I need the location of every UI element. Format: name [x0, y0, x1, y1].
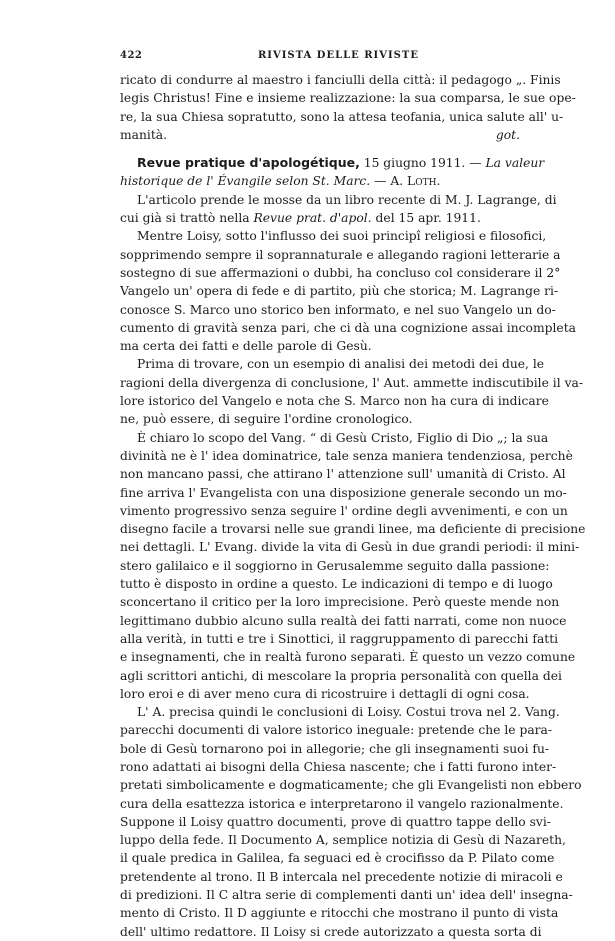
text-line	[120, 126, 520, 144]
issue-date: 15 giugno 1911. —	[359, 156, 486, 171]
article-title-part2: historique de l' Évangile selon St. Marc.	[120, 174, 371, 189]
text-line: legis Christus! Fine e insieme realizzazione: la sua comparsa, le sue ope-	[120, 91, 576, 106]
article-heading-continued: historique de l' Évangile selon St. Marc. — A. Loth.	[120, 174, 441, 189]
cited-journal: Revue prat. d'apol.	[253, 211, 372, 226]
text-line: cui già si trattò nella Revue prat. d'apol. del 15 apr. 1911.	[120, 211, 481, 226]
text-line: ragioni della divergenza di conclusione, l' Aut. ammette indiscutibile il va-	[120, 375, 584, 390]
text-line: stero galilaico e il soggiorno in Gerusalemme seguito dalla passione:	[120, 558, 550, 573]
body-text	[120, 71, 586, 941]
text-line: Prima di trovare, con un esempio di analisi dei metodi dei due, le	[137, 357, 545, 372]
text-line: non mancano passi, che attirano l' attenzione sull' umanità di Cristo. Al	[120, 467, 566, 482]
text-line: tutto è disposto in ordine a questo. Le indicazioni di tempo e di luogo	[120, 577, 553, 592]
text-line: loro eroi e di aver meno cura di ricostruire i dettagli di ogni cosa.	[120, 686, 530, 701]
text-line: dell' ultimo redattore. Il Loisy si crede autorizzato a questa sorta di	[120, 924, 542, 939]
text-line: agli scrittori antichi, di mescolare la propria personalità con quella dei	[120, 668, 562, 683]
text-line: legittimano dubbio alcuno sulla realtà dei fatti narrati, come non nuoce	[120, 613, 567, 628]
text-line: pretendente al trono. Il B intercala nel precedente notizie di miracoli e	[120, 869, 563, 884]
text-line: conosce S. Marco uno storico ben informato, e nel suo Vangelo un do-	[120, 302, 556, 317]
text-line: parecchi documenti di valore istorico ineguale: pretende che le para-	[120, 723, 553, 738]
text-line: alla verità, in tutti e tre i Sinottici, il raggruppamento di parecchi fatti	[120, 631, 559, 646]
running-head: RIVISTA DELLE RIVISTE	[258, 50, 419, 61]
text-line: cura della esattezza istorica e interpretarono il vangelo razionalmente.	[120, 796, 564, 811]
closing-word: manità.	[120, 127, 168, 142]
text-line: re, la sua Chiesa sopratutto, sono la attesa teofania, unica salute all' u-	[120, 109, 564, 124]
text-line: ricato di condurre al maestro i fanciulli della città: il pedagogo „. Finis	[120, 73, 561, 87]
text-line: mento di Cristo. Il D aggiunte e ritocchi che mostrano il punto di vista	[120, 906, 559, 921]
signature: got.	[495, 127, 520, 142]
text-line: rono adattati ai bisogni della Chiesa nascente; che i fatti furono inter-	[120, 759, 557, 774]
text-line: cumento di gravità senza pari, che ci dà una cognizione assai incompleta	[120, 320, 576, 335]
text-line: Vangelo un' opera di fede e di partito, più che storica; M. Lagrange ri-	[120, 284, 559, 299]
text-line: L'articolo prende le mosse da un libro recente di M. J. Lagrange, di	[137, 192, 557, 207]
article-author: A. Loth.	[390, 174, 441, 189]
text-line: il quale predica in Galilea, fa seguaci ed è crocifisso da P. Pilato come	[120, 851, 555, 866]
text-line: luppo della fede. Il Documento A, semplice notizia di Gesù di Nazareth,	[120, 833, 566, 848]
text-line: ma certa dei fatti e delle parole di Gesù.	[120, 339, 372, 354]
text-line: vimento progressivo senza seguire l' ordine degli avvenimenti, e con un	[120, 503, 568, 518]
text-line: ne, può essere, di seguire l'ordine cronologico.	[120, 412, 413, 427]
text-line: sostegno di sue affermazioni o dubbi, ha concluso col considerare il 2°	[120, 265, 561, 280]
text-line: e insegnamenti, che in realtà furono separati. È questo un vezzo comune	[120, 650, 576, 665]
text-line: lore istorico del Vangelo e nota che S. Marco non ha cura di indicare	[120, 394, 549, 409]
text-line: fine arriva l' Evangelista con una disposizione generale secondo un mo-	[120, 485, 567, 500]
text-line: di predizioni. Il C altra serie di complementi danti un' idea dell' insegna-	[120, 888, 573, 903]
text-line: bole di Gesù tornarono poi in allegorie; che gli insegnamenti suoi fu-	[120, 741, 550, 756]
text-line: nei dettagli. L' Evang. divide la vita di Gesù in due grandi periodi: il mini-	[120, 540, 580, 555]
text-line: Suppone il Loisy quattro documenti, prove di quattro tappe dello svi-	[120, 814, 551, 829]
page-header	[120, 50, 510, 66]
text-line: L' A. precisa quindi le conclusioni di Loisy. Costui trova nel 2. Vang.	[137, 705, 560, 720]
article-heading	[120, 154, 545, 172]
page-number: 422	[120, 50, 143, 61]
journal-title: Revue pratique d'apologétique,	[137, 155, 360, 171]
text-line: divinità ne è l' idea dominatrice, tale senza maniera tendenziosa, perchè	[120, 448, 573, 463]
text-line: pretati simbolicamente e dogmaticamente; che gli Evangelisti non ebbero	[120, 778, 582, 793]
text-line: disegno facile a trovarsi nelle sue grandi linee, ma deficiente di precisione	[120, 522, 586, 537]
text-line: sopprimendo sempre il soprannaturale e allegando ragioni letterarie a	[120, 247, 561, 262]
article-title-part1: La valeur	[485, 156, 545, 171]
text-line: sconcertano il critico per la loro imprecisione. Però queste mende non	[120, 595, 560, 610]
text-line: È chiaro lo scopo del Vang. “ di Gesù Cristo, Figlio di Dio „; la sua	[137, 430, 549, 445]
text-line: Mentre Loisy, sotto l'influsso dei suoi principî religiosi e filosofici,	[137, 229, 547, 244]
